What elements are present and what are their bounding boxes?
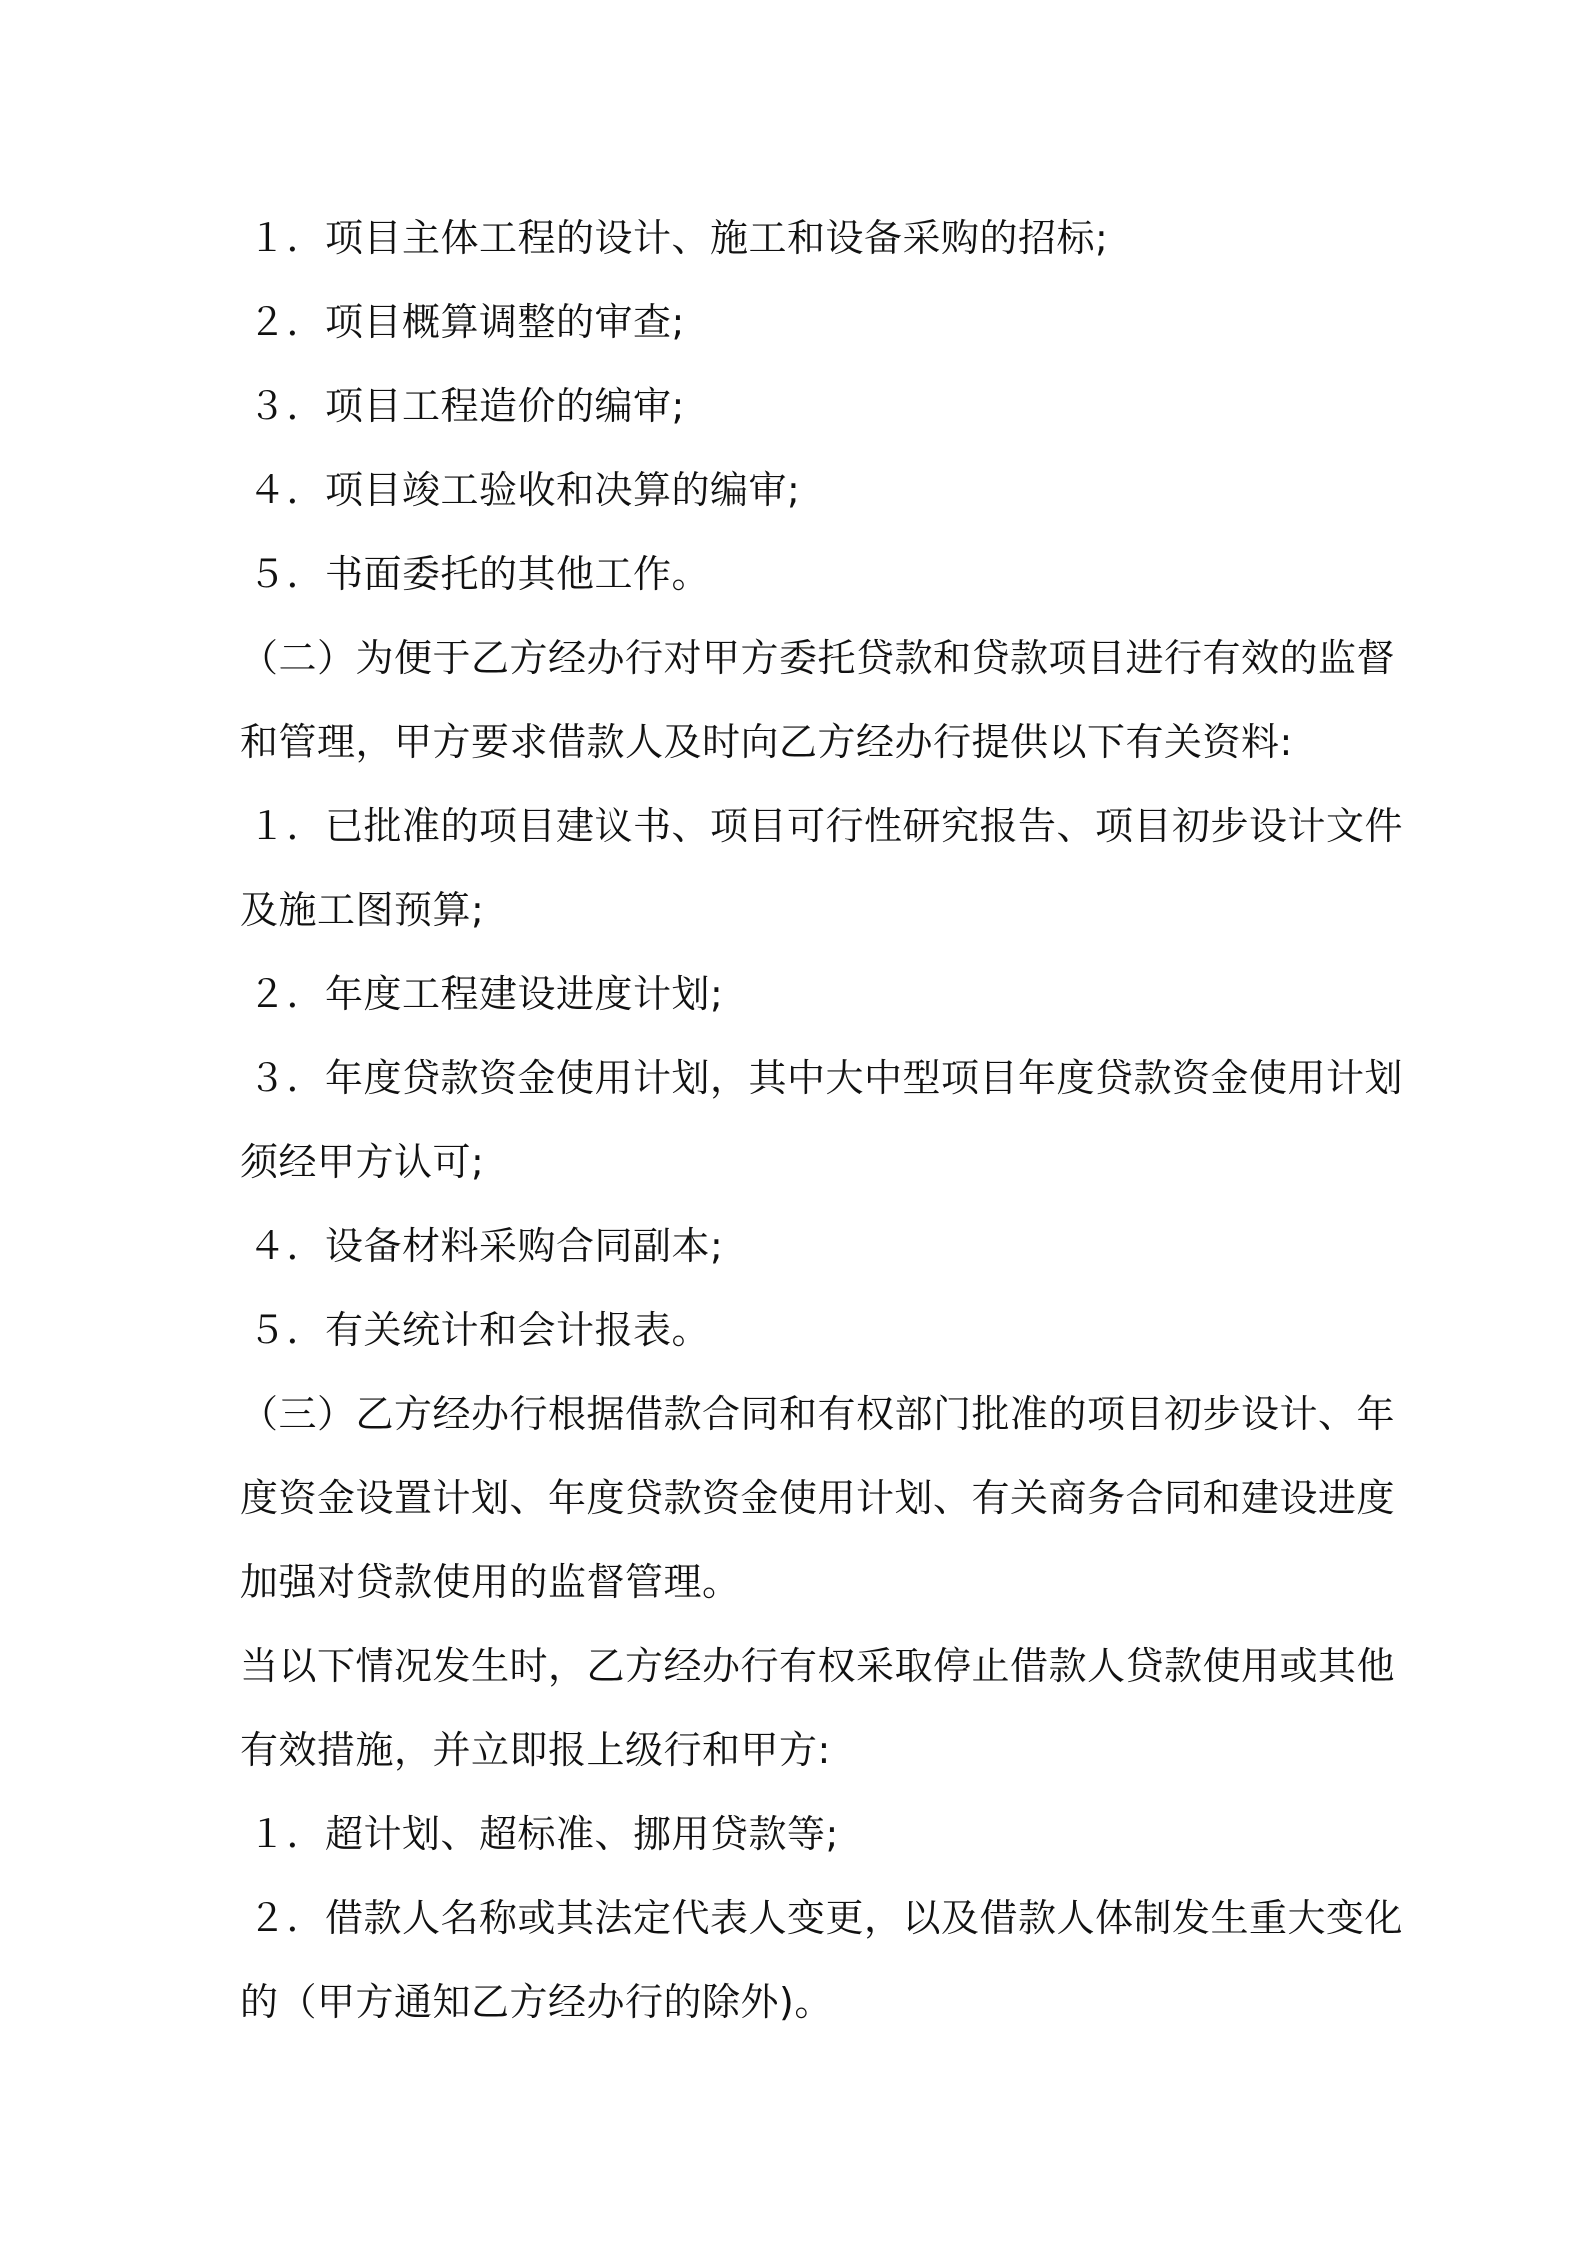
- text-line: ４．项目竣工验收和决算的编审;: [248, 468, 801, 512]
- text-line: １．已批准的项目建议书、项目可行性研究报告、项目初步设计文件: [248, 804, 1404, 848]
- text-line: ４．设备材料采购合同副本;: [248, 1224, 724, 1268]
- text-line: ５．有关统计和会计报表。: [248, 1308, 711, 1352]
- text-line: 的（甲方通知乙方经办行的除外)。: [240, 1980, 833, 2024]
- text-line: １．超计划、超标准、挪用贷款等;: [248, 1812, 839, 1856]
- text-line: （二）为便于乙方经办行对甲方委托贷款和贷款项目进行有效的监督: [240, 636, 1396, 680]
- text-line: 和管理，甲方要求借款人及时向乙方经办行提供以下有关资料:: [240, 720, 1293, 764]
- text-line: （三）乙方经办行根据借款合同和有权部门批准的项目初步设计、年: [240, 1392, 1396, 1436]
- text-line: ２．年度工程建设进度计划;: [248, 972, 724, 1016]
- text-line: 及施工图预算;: [240, 888, 485, 932]
- text-line: 有效措施，并立即报上级行和甲方:: [240, 1728, 831, 1772]
- text-line: 度资金设置计划、年度贷款资金使用计划、有关商务合同和建设进度: [240, 1476, 1396, 1520]
- text-line: 须经甲方认可;: [240, 1140, 485, 1184]
- document-body: [240, 196, 1404, 2044]
- text-line: １．项目主体工程的设计、施工和设备采购的招标;: [248, 216, 1109, 260]
- text-line: 加强对贷款使用的监督管理。: [240, 1560, 741, 1604]
- text-line: ５．书面委托的其他工作。: [248, 552, 711, 596]
- text-line: ３．年度贷款资金使用计划，其中大中型项目年度贷款资金使用计划: [248, 1056, 1404, 1100]
- text-line: ３．项目工程造价的编审;: [248, 384, 685, 428]
- text-line: ２．借款人名称或其法定代表人变更，以及借款人体制发生重大变化: [248, 1896, 1404, 1940]
- text-line: ２．项目概算调整的审查;: [248, 300, 685, 344]
- text-line: 当以下情况发生时，乙方经办行有权采取停止借款人贷款使用或其他: [240, 1644, 1396, 1688]
